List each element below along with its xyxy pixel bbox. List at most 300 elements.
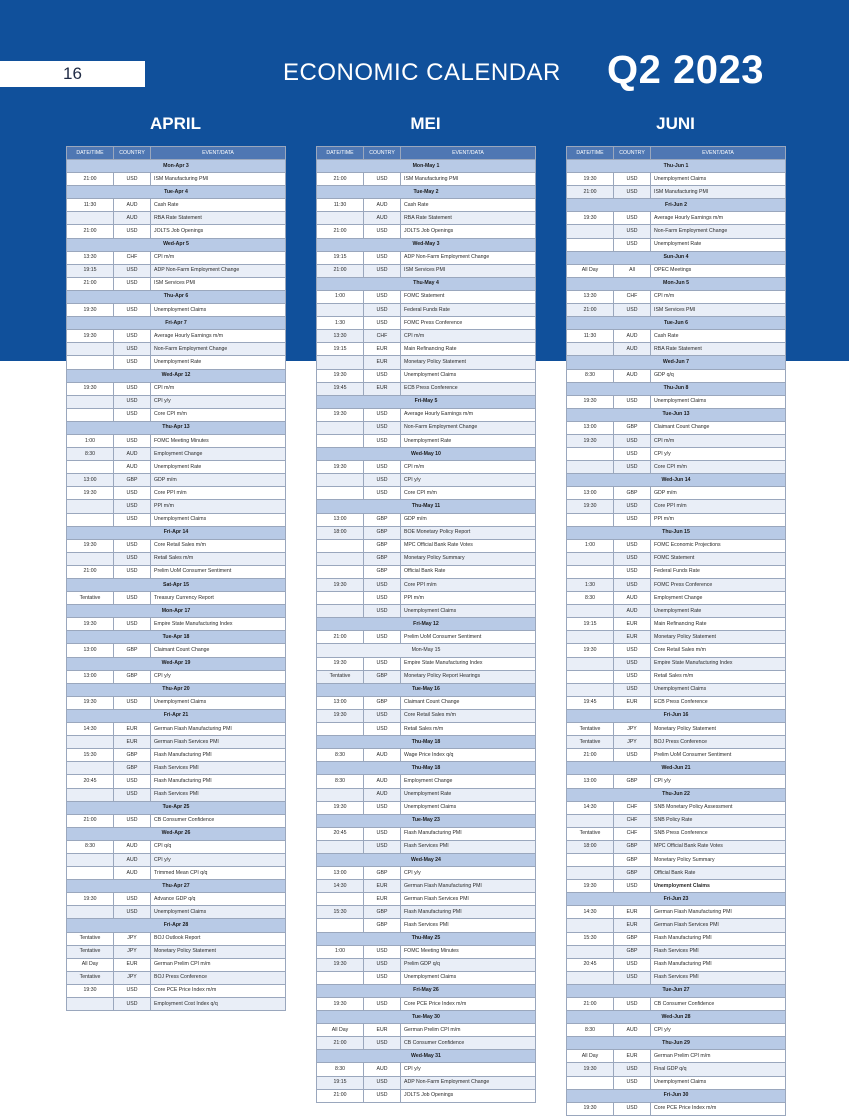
day-header-row xyxy=(67,657,286,670)
event-country: USD xyxy=(114,618,151,631)
event-name: Federal Funds Rate xyxy=(651,565,786,578)
day-label: Thu-May 18 xyxy=(317,762,536,775)
day-header-row xyxy=(567,1037,786,1050)
event-name: Core Retail Sales m/m xyxy=(151,539,286,552)
day-label: Tue-May 23 xyxy=(317,814,536,827)
event-country: USD xyxy=(614,461,651,474)
event-time xyxy=(567,565,614,578)
event-name: ISM Manufacturing PMI xyxy=(401,173,536,186)
event-time xyxy=(67,500,114,513)
event-row xyxy=(317,330,536,343)
event-row xyxy=(67,264,286,277)
event-row xyxy=(67,408,286,421)
event-name: Empire State Manufacturing Index xyxy=(401,657,536,670)
day-label: Wed-May 24 xyxy=(317,853,536,866)
event-time: 19:15 xyxy=(317,343,364,356)
event-country: USD xyxy=(364,971,401,984)
event-row xyxy=(317,199,536,212)
event-name: BOJ Press Conference xyxy=(651,736,786,749)
event-country: GBP xyxy=(114,670,151,683)
event-time: 13:00 xyxy=(317,513,364,526)
event-time xyxy=(67,736,114,749)
event-row xyxy=(567,644,786,657)
event-row xyxy=(317,919,536,932)
day-label: Mon-Jun 5 xyxy=(567,277,786,290)
event-country: USD xyxy=(114,408,151,421)
event-country: USD xyxy=(364,225,401,238)
event-name: Unemployment Claims xyxy=(151,513,286,526)
col-header-event: EVENT/DATA xyxy=(151,147,286,160)
day-header-row xyxy=(317,238,536,251)
event-time: 19:30 xyxy=(317,998,364,1011)
event-row xyxy=(317,1089,536,1102)
event-time: 13:00 xyxy=(567,487,614,500)
event-name: Retail Sales m/m xyxy=(651,670,786,683)
event-time: 13:00 xyxy=(67,670,114,683)
day-header-row xyxy=(67,526,286,539)
day-label: Fri-Apr 7 xyxy=(67,317,286,330)
event-country: AUD xyxy=(114,840,151,853)
event-time xyxy=(567,853,614,866)
event-name: OPEC Meetings xyxy=(651,264,786,277)
event-country: USD xyxy=(114,984,151,997)
day-header-row xyxy=(67,801,286,814)
day-header-row xyxy=(67,919,286,932)
event-name: Flash Manufacturing PMI xyxy=(401,906,536,919)
event-name: Monetary Policy Statement xyxy=(651,723,786,736)
event-name: Prelim UoM Consumer Sentiment xyxy=(401,631,536,644)
event-name: Flash Services PMI xyxy=(651,945,786,958)
event-country: USD xyxy=(614,657,651,670)
event-country: USD xyxy=(614,448,651,461)
event-country: EUR xyxy=(114,736,151,749)
event-name: Monetary Policy Report Hearings xyxy=(401,670,536,683)
event-row xyxy=(567,238,786,251)
event-country: GBP xyxy=(614,867,651,880)
event-row xyxy=(567,945,786,958)
event-country: EUR xyxy=(364,1024,401,1037)
event-country: USD xyxy=(114,382,151,395)
event-time: 19:30 xyxy=(67,893,114,906)
day-header-row xyxy=(317,1011,536,1024)
event-row xyxy=(317,867,536,880)
day-header-row xyxy=(67,579,286,592)
event-time xyxy=(67,513,114,526)
event-row xyxy=(67,853,286,866)
day-header-row xyxy=(67,317,286,330)
event-time: 14:30 xyxy=(67,723,114,736)
event-row xyxy=(67,395,286,408)
event-country: USD xyxy=(364,1037,401,1050)
event-country: USD xyxy=(364,801,401,814)
day-label: Fri-May 12 xyxy=(317,618,536,631)
event-country: USD xyxy=(614,552,651,565)
event-name: ISM Services PMI xyxy=(151,277,286,290)
event-row xyxy=(567,421,786,434)
event-country: USD xyxy=(114,173,151,186)
day-header-row xyxy=(567,1089,786,1102)
day-header-row xyxy=(317,644,536,657)
event-country: AUD xyxy=(114,461,151,474)
event-country: AUD xyxy=(614,369,651,382)
event-name: Unemployment Rate xyxy=(151,356,286,369)
event-time: 19:30 xyxy=(567,212,614,225)
day-label: Fri-Jun 16 xyxy=(567,709,786,722)
day-label: Tue-Jun 6 xyxy=(567,317,786,330)
event-row xyxy=(317,513,536,526)
event-row xyxy=(317,487,536,500)
day-label: Thu-May 11 xyxy=(317,500,536,513)
event-time xyxy=(567,945,614,958)
event-row xyxy=(67,434,286,447)
event-time: 19:30 xyxy=(317,801,364,814)
event-time xyxy=(67,906,114,919)
event-name: Flash Manufacturing PMI xyxy=(651,958,786,971)
event-row xyxy=(67,618,286,631)
event-row xyxy=(317,356,536,369)
event-name: Unemployment Claims xyxy=(651,1076,786,1089)
day-header-row xyxy=(67,880,286,893)
event-country: AUD xyxy=(364,749,401,762)
event-country: USD xyxy=(364,945,401,958)
day-label: Tue-Apr 25 xyxy=(67,801,286,814)
event-country: USD xyxy=(364,579,401,592)
event-row xyxy=(317,696,536,709)
event-row xyxy=(567,1076,786,1089)
event-time: 8:30 xyxy=(317,749,364,762)
event-row xyxy=(567,631,786,644)
day-header-row xyxy=(567,788,786,801)
event-country: USD xyxy=(114,395,151,408)
event-row xyxy=(317,631,536,644)
event-time: 19:30 xyxy=(317,408,364,421)
event-row xyxy=(567,212,786,225)
event-name: CPI y/y xyxy=(651,448,786,461)
event-row xyxy=(567,814,786,827)
event-row xyxy=(567,723,786,736)
event-country: USD xyxy=(364,723,401,736)
event-time xyxy=(317,788,364,801)
event-name: Unemployment Claims xyxy=(651,683,786,696)
event-time: 19:30 xyxy=(567,434,614,447)
event-country: EUR xyxy=(364,343,401,356)
event-name: Unemployment Rate xyxy=(401,788,536,801)
event-row xyxy=(567,1050,786,1063)
event-country: USD xyxy=(364,317,401,330)
blue-band-left xyxy=(0,146,66,361)
event-name: ISM Manufacturing PMI xyxy=(651,186,786,199)
event-time: 15:30 xyxy=(317,906,364,919)
event-name: CPI m/m xyxy=(151,382,286,395)
event-row xyxy=(67,592,286,605)
event-name: Flash Services PMI xyxy=(401,919,536,932)
event-time xyxy=(567,552,614,565)
day-label: Wed-May 10 xyxy=(317,448,536,461)
event-country: AUD xyxy=(364,788,401,801)
event-time xyxy=(567,343,614,356)
col-header-country: COUNTRY xyxy=(614,147,651,160)
event-country: EUR xyxy=(114,958,151,971)
blue-band-right xyxy=(785,146,849,361)
event-row xyxy=(317,723,536,736)
event-name: Core CPI m/m xyxy=(151,408,286,421)
event-name: Retail Sales m/m xyxy=(401,723,536,736)
day-label: Tue-Apr 18 xyxy=(67,631,286,644)
event-country: USD xyxy=(364,369,401,382)
event-name: Unemployment Claims xyxy=(151,696,286,709)
event-name: Monetary Policy Statement xyxy=(151,945,286,958)
event-row xyxy=(67,461,286,474)
event-name: CPI y/y xyxy=(651,1024,786,1037)
event-country: AUD xyxy=(114,448,151,461)
event-country: JPY xyxy=(114,971,151,984)
event-name: Core CPI m/m xyxy=(651,461,786,474)
event-name: JOLTS Job Openings xyxy=(401,1089,536,1102)
event-country: GBP xyxy=(614,840,651,853)
event-time: 8:30 xyxy=(567,1024,614,1037)
event-time: All Day xyxy=(67,958,114,971)
event-time xyxy=(567,683,614,696)
event-row xyxy=(67,958,286,971)
event-country: USD xyxy=(114,264,151,277)
event-country: USD xyxy=(614,880,651,893)
event-name: Empire State Manufacturing Index xyxy=(651,657,786,670)
event-country: GBP xyxy=(614,932,651,945)
event-row xyxy=(67,840,286,853)
event-row xyxy=(567,395,786,408)
event-time xyxy=(67,343,114,356)
event-row xyxy=(67,448,286,461)
event-name: Unemployment Claims xyxy=(651,173,786,186)
event-country: GBP xyxy=(614,775,651,788)
event-row xyxy=(567,330,786,343)
day-label: Thu-Jun 8 xyxy=(567,382,786,395)
day-label: Wed-Jun 7 xyxy=(567,356,786,369)
event-country: GBP xyxy=(364,513,401,526)
event-row xyxy=(67,552,286,565)
event-time xyxy=(67,461,114,474)
event-country: AUD xyxy=(614,605,651,618)
event-name: Flash Services PMI xyxy=(151,762,286,775)
day-header-row xyxy=(317,853,536,866)
event-name: Empire State Manufacturing Index xyxy=(151,618,286,631)
event-name: Unemployment Claims xyxy=(401,369,536,382)
event-country: USD xyxy=(364,1076,401,1089)
page-number: 16 xyxy=(0,61,145,87)
event-country: GBP xyxy=(114,749,151,762)
event-time: 8:30 xyxy=(67,448,114,461)
event-row xyxy=(567,775,786,788)
event-country: USD xyxy=(614,304,651,317)
event-name: FOMC Economic Projections xyxy=(651,539,786,552)
event-row xyxy=(567,827,786,840)
event-time: 8:30 xyxy=(567,592,614,605)
event-name: Unemployment Claims xyxy=(401,801,536,814)
event-time: 19:30 xyxy=(317,579,364,592)
event-time xyxy=(67,998,114,1011)
event-time: 8:30 xyxy=(567,369,614,382)
event-name: Non-Farm Employment Change xyxy=(151,343,286,356)
event-country: USD xyxy=(364,408,401,421)
event-name: ECB Press Conference xyxy=(401,382,536,395)
event-row xyxy=(67,775,286,788)
event-row xyxy=(67,998,286,1011)
day-header-row xyxy=(317,932,536,945)
event-time xyxy=(317,304,364,317)
event-name: GDP m/m xyxy=(401,513,536,526)
event-name: Unemployment Rate xyxy=(651,605,786,618)
event-time xyxy=(567,919,614,932)
event-row xyxy=(317,225,536,238)
event-country: USD xyxy=(614,225,651,238)
event-time: 13:30 xyxy=(67,251,114,264)
event-row xyxy=(567,840,786,853)
event-name: BOE Monetary Policy Report xyxy=(401,526,536,539)
event-name: Flash Services PMI xyxy=(151,788,286,801)
event-name: Unemployment Claims xyxy=(651,880,786,893)
event-country: AUD xyxy=(614,1024,651,1037)
event-country: USD xyxy=(614,238,651,251)
event-name: CPI q/q xyxy=(151,840,286,853)
event-row xyxy=(67,932,286,945)
event-row xyxy=(317,605,536,618)
event-name: Unemployment Rate xyxy=(651,238,786,251)
day-label: Wed-Apr 26 xyxy=(67,827,286,840)
event-country: USD xyxy=(614,186,651,199)
event-name: Core PCE Price Index m/m xyxy=(401,998,536,1011)
event-time xyxy=(317,356,364,369)
day-label: Wed-Jun 14 xyxy=(567,474,786,487)
event-time xyxy=(567,814,614,827)
event-row xyxy=(567,683,786,696)
event-name: Average Hourly Earnings m/m xyxy=(401,408,536,421)
month-heading-mei: MEI xyxy=(410,114,441,133)
event-time xyxy=(317,474,364,487)
event-time: Tentative xyxy=(67,945,114,958)
event-row xyxy=(567,434,786,447)
event-name: FOMC Statement xyxy=(401,290,536,303)
event-name: Flash Manufacturing PMI xyxy=(151,775,286,788)
event-time: 13:00 xyxy=(317,867,364,880)
event-country: EUR xyxy=(614,906,651,919)
event-time xyxy=(567,867,614,880)
day-label: Thu-Apr 27 xyxy=(67,880,286,893)
day-label: Thu-May 25 xyxy=(317,932,536,945)
event-country: GBP xyxy=(364,552,401,565)
day-header-row xyxy=(67,709,286,722)
event-country: USD xyxy=(614,579,651,592)
event-name: Unemployment Rate xyxy=(401,434,536,447)
event-name: CPI m/m xyxy=(651,290,786,303)
event-name: ECB Press Conference xyxy=(651,696,786,709)
event-row xyxy=(567,1102,786,1115)
event-name: ADP Non-Farm Employment Change xyxy=(401,1076,536,1089)
event-time: 19:30 xyxy=(317,657,364,670)
event-name: Core PPI m/m xyxy=(151,487,286,500)
event-name: CPI y/y xyxy=(151,853,286,866)
event-country: EUR xyxy=(614,696,651,709)
day-header-row xyxy=(567,277,786,290)
event-time: 21:00 xyxy=(567,749,614,762)
event-name: MPC Official Bank Rate Votes xyxy=(651,840,786,853)
event-country: EUR xyxy=(364,356,401,369)
event-name: GDP m/m xyxy=(651,487,786,500)
event-time xyxy=(567,631,614,644)
col-header-date: DATE/TIME xyxy=(567,147,614,160)
event-name: Prelim UoM Consumer Sentiment xyxy=(151,565,286,578)
day-header-row xyxy=(317,277,536,290)
event-country: USD xyxy=(114,565,151,578)
event-time xyxy=(317,840,364,853)
col-header-country: COUNTRY xyxy=(364,147,401,160)
event-name: German Flash Services PMI xyxy=(401,893,536,906)
event-name: CPI m/m xyxy=(651,434,786,447)
event-row xyxy=(567,657,786,670)
event-row xyxy=(317,474,536,487)
event-name: RBA Rate Statement xyxy=(401,212,536,225)
event-row xyxy=(567,513,786,526)
event-name: German Prelim CPI m/m xyxy=(401,1024,536,1037)
day-label: Thu-Jun 1 xyxy=(567,160,786,173)
event-time xyxy=(67,867,114,880)
event-row xyxy=(317,893,536,906)
event-row xyxy=(567,880,786,893)
event-name: German Flash Manufacturing PMI xyxy=(401,880,536,893)
day-label: Tue-May 30 xyxy=(317,1011,536,1024)
event-name: Core Retail Sales m/m xyxy=(651,644,786,657)
event-name: Flash Services PMI xyxy=(651,971,786,984)
event-country: USD xyxy=(114,343,151,356)
event-country: USD xyxy=(364,1089,401,1102)
event-name: Flash Manufacturing PMI xyxy=(651,932,786,945)
event-time: 19:30 xyxy=(567,173,614,186)
day-label: Thu-May 18 xyxy=(317,736,536,749)
event-time: 21:00 xyxy=(67,173,114,186)
day-label: Thu-May 4 xyxy=(317,277,536,290)
event-row xyxy=(317,1037,536,1050)
event-time xyxy=(317,421,364,434)
event-row xyxy=(317,775,536,788)
event-country: EUR xyxy=(114,723,151,736)
day-header-row xyxy=(567,762,786,775)
event-country: GBP xyxy=(364,670,401,683)
day-header-row xyxy=(317,160,536,173)
event-name: JOLTS Job Openings xyxy=(401,225,536,238)
event-name: PPI m/m xyxy=(401,592,536,605)
event-country: EUR xyxy=(614,919,651,932)
day-label: Tue-Apr 4 xyxy=(67,186,286,199)
day-header-row xyxy=(567,160,786,173)
event-country: GBP xyxy=(364,696,401,709)
event-time: 21:00 xyxy=(67,814,114,827)
event-name: Official Bank Rate xyxy=(651,867,786,880)
event-time xyxy=(567,1076,614,1089)
event-country: USD xyxy=(614,212,651,225)
event-name: Monetary Policy Summary xyxy=(401,552,536,565)
event-name: Monetary Policy Statement xyxy=(401,356,536,369)
event-country: USD xyxy=(114,775,151,788)
event-row xyxy=(567,670,786,683)
event-country: EUR xyxy=(364,382,401,395)
event-time: 1:30 xyxy=(317,317,364,330)
day-header-row xyxy=(67,290,286,303)
event-time xyxy=(567,461,614,474)
day-header-row xyxy=(317,448,536,461)
day-label: Wed-Apr 5 xyxy=(67,238,286,251)
day-label: Sat-Apr 15 xyxy=(67,579,286,592)
event-name: Flash Services PMI xyxy=(401,840,536,853)
day-label: Thu-Jun 29 xyxy=(567,1037,786,1050)
